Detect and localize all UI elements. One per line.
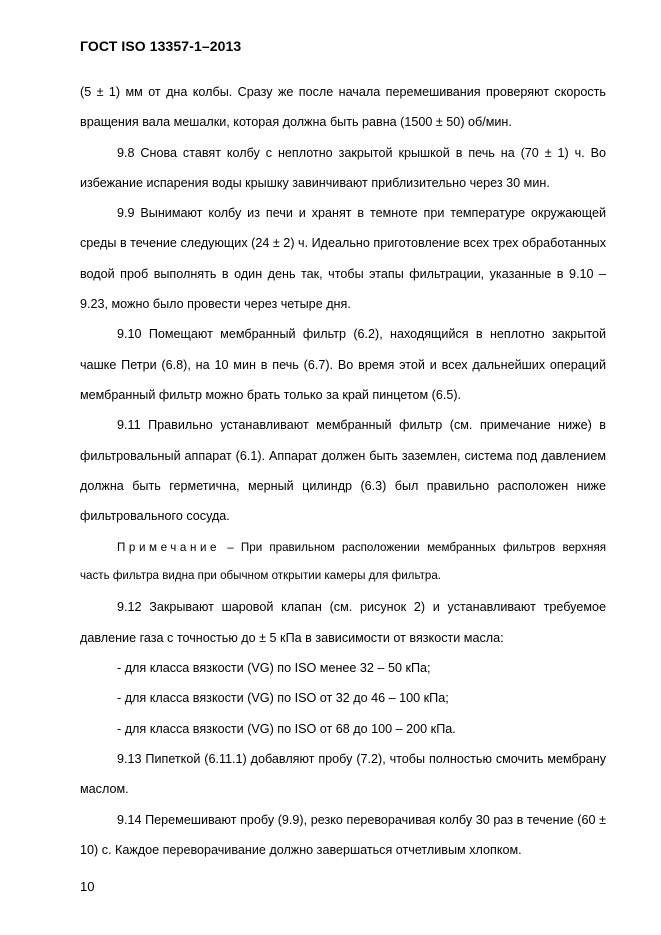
note <box>80 534 606 590</box>
document-body <box>80 77 606 865</box>
paragraph-9-8: 9.8 Снова ставят колбу с неплотно закрытой крышкой в печь на (70 ± 1) ч. Во избежание испарения воды крышку завинчивают приблизительно через 30 мин. <box>80 145 606 190</box>
paragraph-9-10: 9.10 Помещают мембранный фильтр (6.2), находящийся в неплотно закрытой чашке Петри (6.8), на 10 мин в печь (6.7). Во время этой и всех дальнейших операций мембранный фильтр можно брать только за край пинцетом (6.5). <box>80 327 606 402</box>
paragraph-9-13: 9.13 Пипеткой (6.11.1) добавляют пробу (7.2), чтобы полностью смочить мембрану маслом. <box>80 751 606 797</box>
note-text: – При правильном расположении мембранных фильтров верхняя часть фильтра видна при обычном открытии камеры для фильтра. <box>80 541 606 583</box>
paragraph-9-12: 9.12 Закрывают шаровой клапан (см. рисунок 2) и устанавливают требуемое давление газа с точностью до ± 5 кПа в зависимости от вязкости масла: <box>80 600 606 645</box>
page-number: 10 <box>80 879 95 894</box>
document-header: ГОСТ ISO 13357-1–2013 <box>80 38 242 54</box>
paragraph-continuation: (5 ± 1) мм от дна колбы. Сразу же после начала перемешивания проверяют скорость вращения вала мешалки, которая должна быть равна (1500 ± 50) об/мин. <box>80 85 606 130</box>
paragraph-9-9: 9.9 Вынимают колбу из печи и хранят в темноте при температуре окружающей среды в течение следующих (24 ± 2) ч. Идеально приготовление всех трех обработанных водой проб выполнять в один день так, чтобы этапы фильтрации, указанные в 9.10 – 9.23, можно было провести через четыре дня. <box>80 206 606 312</box>
list-item: - для класса вязкости (VG) по ISO менее 32 – 50 кПа; <box>117 661 431 676</box>
paragraph-9-11: 9.11 Правильно устанавливают мембранный фильтр (см. примечание ниже) в фильтровальный аппарат (6.1). Аппарат должен быть заземлен, система под давлением должна быть герметична, мерный цилиндр (6.3) был правильно расположен ниже фильтровального сосуда. <box>80 418 606 524</box>
note-label: Примечание <box>117 541 221 555</box>
list-item: - для класса вязкости (VG) по ISO от 68 до 100 – 200 кПа. <box>117 721 456 736</box>
paragraph-9-14: 9.14 Перемешивают пробу (9.9), резко переворачивая колбу 30 раз в течение (60 ± 10) с. Каждое переворачивание должно завершаться отчетливым хлопком. <box>80 812 606 857</box>
list-item: - для класса вязкости (VG) по ISO от 32 до 46 – 100 кПа; <box>117 691 449 706</box>
